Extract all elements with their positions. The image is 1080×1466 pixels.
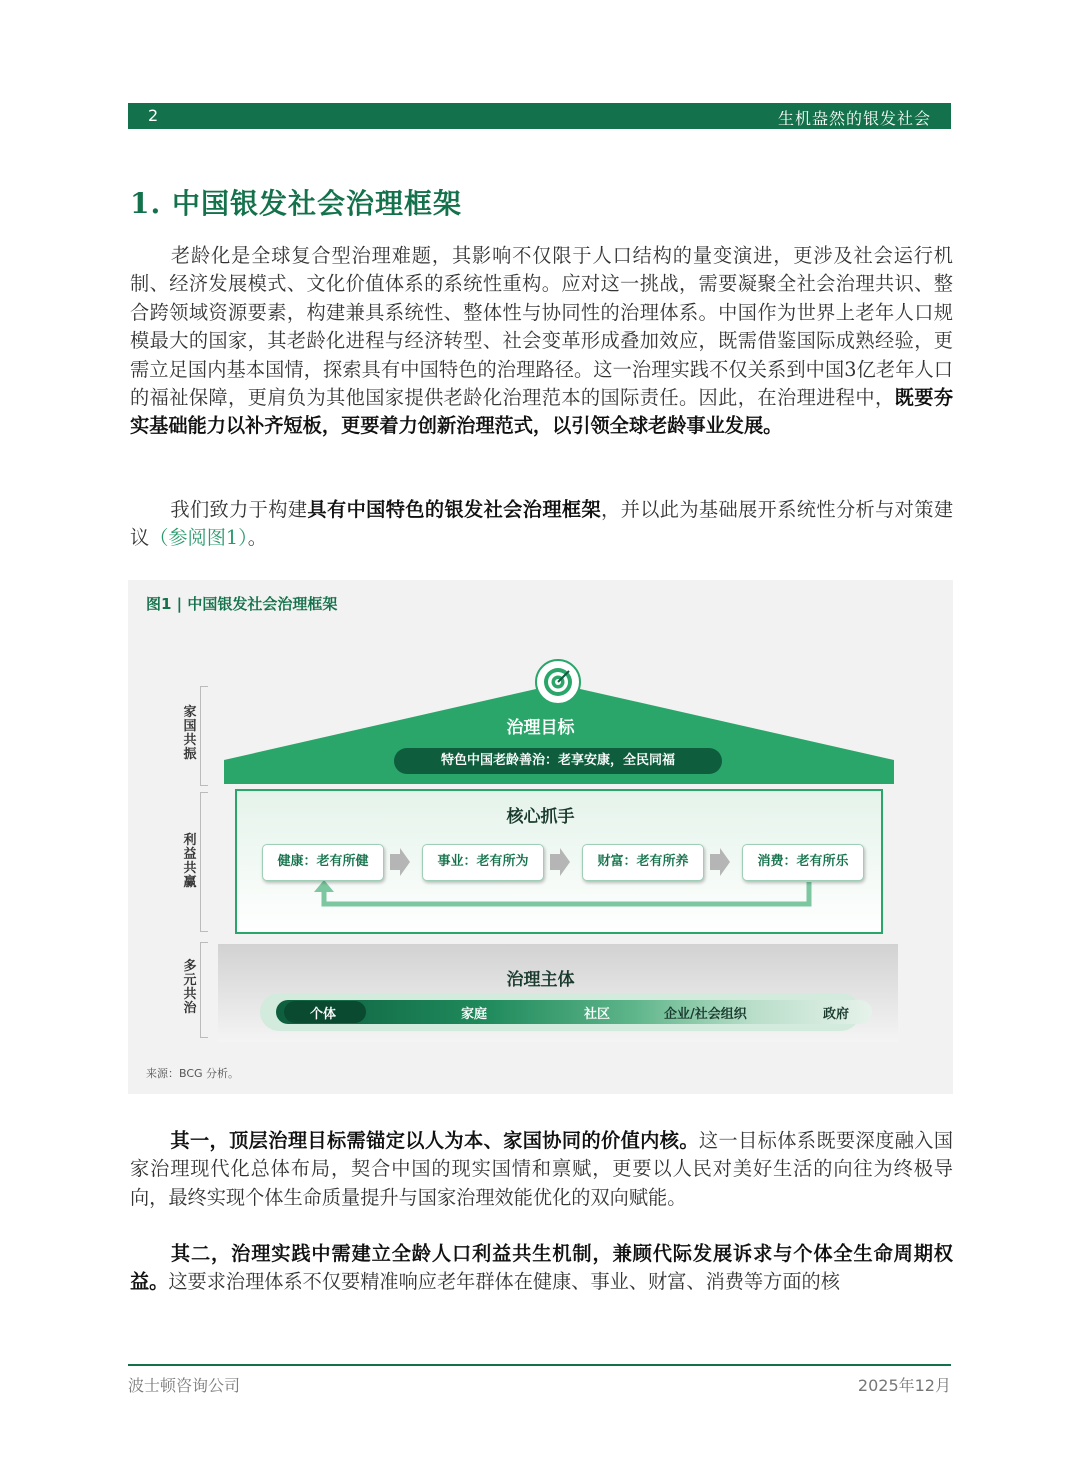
subject-government: 政府 — [823, 1007, 850, 1022]
paragraph-3-emphasis: 其一，顶层治理目标需锚定以人为本、家国协同的价值内核。 — [170, 1129, 699, 1152]
header-bar — [128, 103, 951, 129]
footer-date: 2025年12月 — [857, 1376, 951, 1395]
paragraph-2-text-c: ，并以此为基础展开系统性分析与对策建议 — [130, 498, 954, 550]
figure-reference-link[interactable]: （参阅图1） — [149, 526, 248, 550]
subject-individual: 个体 — [310, 1007, 337, 1022]
footer-rule — [128, 1364, 951, 1366]
core-item-health: 健康：老有所健 — [262, 844, 384, 881]
section-title: 1. 中国银发社会治理框架 — [130, 187, 462, 220]
subject-family: 家庭 — [461, 1007, 488, 1022]
side-label-1: 家国共振 — [183, 705, 197, 762]
figure-1 — [128, 580, 953, 1094]
side-bracket-3 — [200, 942, 208, 1038]
paragraph-4-text: 这要求治理体系不仅要精准响应老年群体在健康、事业、财富、消费等方面的核 — [168, 1270, 840, 1294]
core-item-career: 事业：老有所为 — [422, 844, 544, 881]
paragraph-3 — [130, 1127, 953, 1212]
paragraph-2-text-d: 。 — [247, 526, 267, 550]
figure-title: 图1 | 中国银发社会治理框架 — [146, 595, 338, 613]
figure-source: 来源：BCG 分析。 — [146, 1067, 240, 1080]
paragraph-1 — [130, 242, 953, 441]
core-title: 核心抓手 — [506, 807, 575, 827]
target-icon — [544, 668, 572, 696]
paragraph-2 — [130, 496, 953, 553]
subject-community: 社区 — [584, 1007, 611, 1022]
paragraph-1-emphasis: 既要夯实基础能力以补齐短板，更要着力创新治理范式，以引领全球老龄事业发展。 — [130, 386, 954, 438]
running-title: 生机盎然的银发社会 — [777, 109, 931, 128]
paragraph-4-emphasis: 其二，治理实践中需建立全龄人口利益共生机制，兼顾代际发展诉求与个体全生命周期权益。 — [130, 1242, 953, 1294]
paragraph-1-text: 老龄化是全球复合型治理难题，其影响不仅限于人口结构的量变演进，更涉及社会运行机制、经济发展模式、文化价值体系的系统性重构。应对这一挑战，需要凝聚全社会治理共识、整合跨领域资源要素，构建兼具系统性、整体性与协同性的治理体系。中国作为世界上老年人口规模最大的国家，其老龄化进程与经济转型、社会变革形成叠加效应，既需借鉴国际成熟经验，更需立足国内基本国情，探索具有中国特色的治理路径。这一治理实践不仅关系到中国3亿老年人口的福祉保障，更肩负为其他国家提供老龄化治理范本的国际责任。因此，在治理进程中， — [130, 244, 953, 410]
footer-company: 波士顿咨询公司 — [128, 1376, 241, 1395]
subjects-title: 治理主体 — [506, 970, 575, 990]
roof-title: 治理目标 — [506, 718, 575, 738]
paragraph-2-text-a: 我们致力于构建 — [170, 498, 308, 521]
page-number: 2 — [148, 106, 159, 125]
paragraph-2-emphasis: 具有中国特色的银发社会治理框架 — [307, 498, 602, 521]
paragraph-3-text: 这一目标体系既要深度融入国家治理现代化总体布局，契合中国的现实国情和禀赋，更要以人民对美好生活的向往为终极导向，最终实现个体生命质量提升与国家治理效能优化的双向赋能。 — [130, 1129, 954, 1209]
side-label-2: 利益共赢 — [183, 833, 197, 890]
core-item-wealth: 财富：老有所养 — [582, 844, 704, 881]
governance-goal-badge: 特色中国老龄善治：老享安康，全民同福 — [394, 748, 722, 774]
side-label-3: 多元共治 — [183, 959, 197, 1016]
subject-enterprise: 企业/社会组织 — [664, 1007, 747, 1022]
paragraph-4 — [130, 1240, 953, 1297]
core-item-consumption: 消费：老有所乐 — [742, 844, 864, 881]
